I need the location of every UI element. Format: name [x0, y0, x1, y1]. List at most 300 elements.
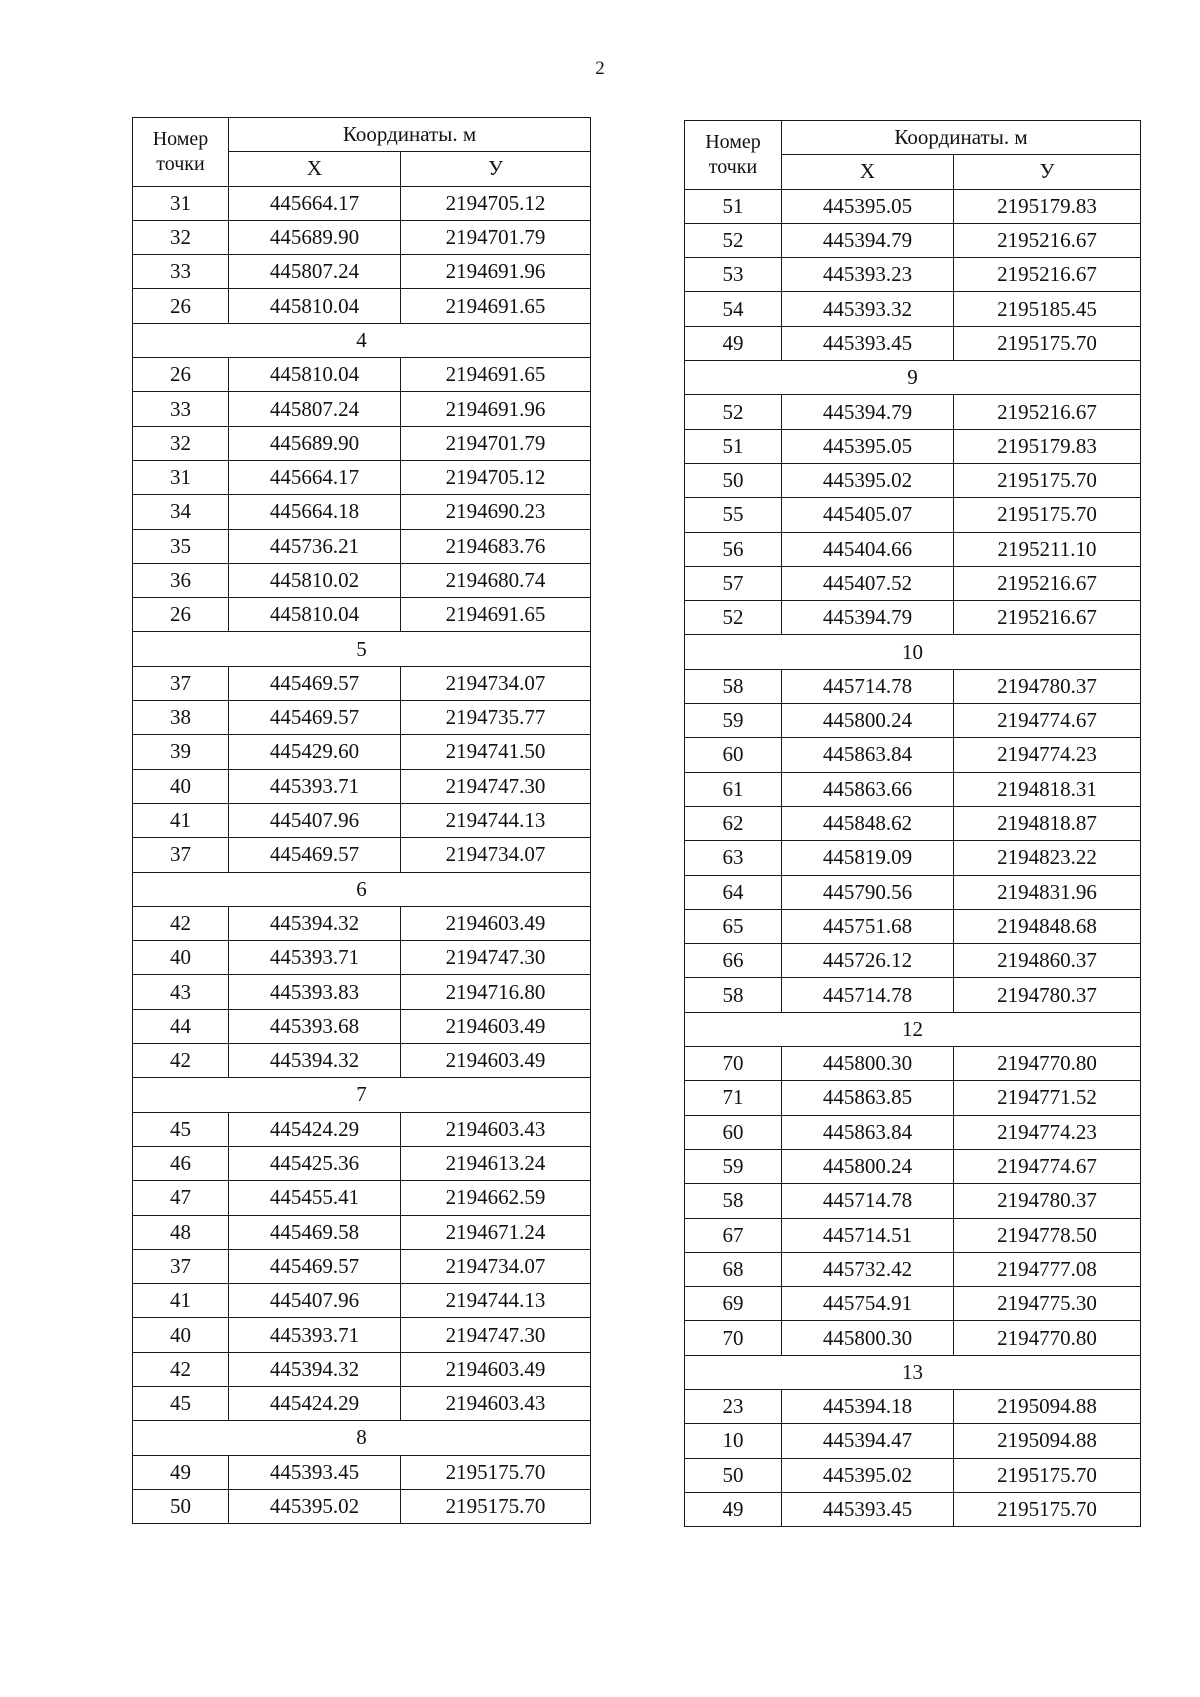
- y-coordinate-cell: 2194691.65: [401, 358, 591, 392]
- x-coordinate-cell: 445754.91: [782, 1287, 954, 1321]
- point-number-cell: 37: [133, 1249, 229, 1283]
- x-coordinate-cell: 445714.78: [782, 978, 954, 1012]
- y-coordinate-cell: 2194774.67: [954, 704, 1141, 738]
- x-coordinate-cell: 445800.30: [782, 1047, 954, 1081]
- y-coordinate-cell: 2194744.13: [401, 803, 591, 837]
- x-coordinate-cell: 445425.36: [229, 1146, 401, 1180]
- table-row: [685, 1047, 1141, 1081]
- y-coordinate-cell: 2194691.65: [401, 289, 591, 323]
- x-coordinate-cell: 445469.57: [229, 1249, 401, 1283]
- x-coordinate-cell: 445394.79: [782, 223, 954, 257]
- y-coordinate-cell: 2194774.23: [954, 738, 1141, 772]
- point-number-cell: 26: [133, 358, 229, 392]
- table-row: [133, 735, 591, 769]
- table-row: [685, 258, 1141, 292]
- group-row: [133, 1078, 591, 1112]
- y-coordinate-cell: 2195216.67: [954, 566, 1141, 600]
- y-coordinate-cell: 2194701.79: [401, 426, 591, 460]
- y-coordinate-cell: 2194848.68: [954, 909, 1141, 943]
- point-number-cell: 50: [685, 463, 782, 497]
- point-number-cell: 67: [685, 1218, 782, 1252]
- table-row: [133, 598, 591, 632]
- point-number-cell: 38: [133, 701, 229, 735]
- point-number-cell: 52: [685, 601, 782, 635]
- y-coordinate-cell: 2194603.49: [401, 1009, 591, 1043]
- point-number-cell: 26: [133, 598, 229, 632]
- y-coordinate-cell: 2194778.50: [954, 1218, 1141, 1252]
- y-coordinate-cell: 2194823.22: [954, 841, 1141, 875]
- table-row: [133, 495, 591, 529]
- group-number: 12: [685, 1012, 1141, 1046]
- y-coordinate-cell: 2194690.23: [401, 495, 591, 529]
- table-row: [133, 906, 591, 940]
- point-number-cell: 51: [685, 189, 782, 223]
- coordinates-header: Координаты. м: [229, 118, 591, 152]
- x-coordinate-cell: 445848.62: [782, 806, 954, 840]
- table-row: [685, 292, 1141, 326]
- group-row: [133, 1421, 591, 1455]
- group-number: 9: [685, 361, 1141, 395]
- x-coordinate-cell: 445407.96: [229, 1284, 401, 1318]
- x-coordinate-cell: 445863.84: [782, 1115, 954, 1149]
- x-coordinate-cell: 445810.04: [229, 598, 401, 632]
- x-coordinate-cell: 445469.57: [229, 701, 401, 735]
- y-coordinate-cell: 2195094.88: [954, 1389, 1141, 1423]
- page-number: 2: [595, 58, 605, 79]
- table-row: [685, 395, 1141, 429]
- table-row: [685, 223, 1141, 257]
- point-number-cell: 47: [133, 1181, 229, 1215]
- table-row: [685, 429, 1141, 463]
- y-coordinate-cell: 2194735.77: [401, 701, 591, 735]
- table-row: [685, 1492, 1141, 1526]
- x-coordinate-cell: 445469.57: [229, 838, 401, 872]
- table-row: [685, 1321, 1141, 1355]
- y-coordinate-cell: 2194770.80: [954, 1321, 1141, 1355]
- x-coordinate-cell: 445664.18: [229, 495, 401, 529]
- y-coordinate-cell: 2194671.24: [401, 1215, 591, 1249]
- point-number-cell: 70: [685, 1321, 782, 1355]
- table-row: [133, 1352, 591, 1386]
- y-coordinate-cell: 2194613.24: [401, 1146, 591, 1180]
- point-number-cell: 57: [685, 566, 782, 600]
- x-coordinate-cell: 445393.32: [782, 292, 954, 326]
- y-coordinate-cell: 2194777.08: [954, 1252, 1141, 1286]
- table-row: [685, 1149, 1141, 1183]
- x-coordinate-cell: 445800.24: [782, 704, 954, 738]
- point-number-cell: 41: [133, 803, 229, 837]
- y-coordinate-cell: 2195175.70: [401, 1489, 591, 1523]
- x-header: Х: [782, 155, 954, 189]
- table-row: [685, 566, 1141, 600]
- y-coordinate-cell: 2195175.70: [954, 1492, 1141, 1526]
- y-coordinate-cell: 2195179.83: [954, 189, 1141, 223]
- table-row: [133, 255, 591, 289]
- x-coordinate-cell: 445395.05: [782, 189, 954, 223]
- x-coordinate-cell: 445732.42: [782, 1252, 954, 1286]
- point-number-header-line2: точки: [156, 152, 205, 175]
- x-coordinate-cell: 445395.02: [229, 1489, 401, 1523]
- y-coordinate-cell: 2195216.67: [954, 258, 1141, 292]
- x-coordinate-cell: 445800.30: [782, 1321, 954, 1355]
- table-row: [685, 772, 1141, 806]
- x-coordinate-cell: 445393.71: [229, 1318, 401, 1352]
- x-coordinate-cell: 445394.79: [782, 395, 954, 429]
- group-number: 5: [133, 632, 591, 666]
- x-coordinate-cell: 445689.90: [229, 426, 401, 460]
- x-coordinate-cell: 445810.02: [229, 563, 401, 597]
- y-coordinate-cell: 2194603.43: [401, 1386, 591, 1420]
- y-coordinate-cell: 2195175.70: [401, 1455, 591, 1489]
- table-row: [133, 975, 591, 1009]
- y-coordinate-cell: 2195216.67: [954, 223, 1141, 257]
- y-coordinate-cell: 2194771.52: [954, 1081, 1141, 1115]
- x-coordinate-cell: 445807.24: [229, 392, 401, 426]
- point-number-cell: 33: [133, 255, 229, 289]
- y-coordinate-cell: 2195216.67: [954, 601, 1141, 635]
- point-number-cell: 32: [133, 426, 229, 460]
- point-number-cell: 56: [685, 532, 782, 566]
- table-row: [133, 289, 591, 323]
- y-coordinate-cell: 2194716.80: [401, 975, 591, 1009]
- y-header: У: [954, 155, 1141, 189]
- point-number-cell: 37: [133, 666, 229, 700]
- point-number-cell: 55: [685, 498, 782, 532]
- point-number-cell: 37: [133, 838, 229, 872]
- group-row: [133, 323, 591, 357]
- x-coordinate-cell: 445664.17: [229, 460, 401, 494]
- x-coordinate-cell: 445726.12: [782, 944, 954, 978]
- y-coordinate-cell: 2194603.49: [401, 1044, 591, 1078]
- y-coordinate-cell: 2194860.37: [954, 944, 1141, 978]
- x-coordinate-cell: 445714.78: [782, 1184, 954, 1218]
- table-row: [133, 460, 591, 494]
- point-number-cell: 70: [685, 1047, 782, 1081]
- point-number-cell: 68: [685, 1252, 782, 1286]
- x-coordinate-cell: 445395.02: [782, 1458, 954, 1492]
- table-row: [133, 358, 591, 392]
- point-number-header-line1: Номер: [705, 130, 761, 153]
- point-number-cell: 44: [133, 1009, 229, 1043]
- point-number-cell: 46: [133, 1146, 229, 1180]
- y-coordinate-cell: 2194744.13: [401, 1284, 591, 1318]
- table-row: [685, 841, 1141, 875]
- y-coordinate-cell: 2194705.12: [401, 186, 591, 220]
- point-number-cell: 58: [685, 978, 782, 1012]
- y-coordinate-cell: 2194662.59: [401, 1181, 591, 1215]
- table-row: [133, 1386, 591, 1420]
- y-coordinate-cell: 2195179.83: [954, 429, 1141, 463]
- point-number-cell: 50: [685, 1458, 782, 1492]
- y-coordinate-cell: 2194691.96: [401, 255, 591, 289]
- group-number: 6: [133, 872, 591, 906]
- x-coordinate-cell: 445819.09: [782, 841, 954, 875]
- table-body: [133, 186, 591, 1524]
- table-row: [685, 498, 1141, 532]
- y-coordinate-cell: 2194603.43: [401, 1112, 591, 1146]
- table-row: [685, 1287, 1141, 1321]
- y-coordinate-cell: 2194774.67: [954, 1149, 1141, 1183]
- y-coordinate-cell: 2194818.31: [954, 772, 1141, 806]
- table-row: [685, 601, 1141, 635]
- x-coordinate-cell: 445405.07: [782, 498, 954, 532]
- x-coordinate-cell: 445863.66: [782, 772, 954, 806]
- table-row: [133, 1284, 591, 1318]
- x-coordinate-cell: 445455.41: [229, 1181, 401, 1215]
- point-number-cell: 31: [133, 460, 229, 494]
- table-row: [133, 701, 591, 735]
- y-coordinate-cell: 2194775.30: [954, 1287, 1141, 1321]
- table-row: [133, 426, 591, 460]
- table-row: [685, 944, 1141, 978]
- y-coordinate-cell: 2194780.37: [954, 978, 1141, 1012]
- x-coordinate-cell: 445393.45: [782, 1492, 954, 1526]
- x-coordinate-cell: 445863.85: [782, 1081, 954, 1115]
- y-coordinate-cell: 2194780.37: [954, 1184, 1141, 1218]
- group-row: [685, 635, 1141, 669]
- point-number-cell: 23: [685, 1389, 782, 1423]
- point-number-cell: 49: [133, 1455, 229, 1489]
- point-number-cell: 49: [685, 1492, 782, 1526]
- y-coordinate-cell: 2194705.12: [401, 460, 591, 494]
- table-row: [133, 1215, 591, 1249]
- point-number-cell: 51: [685, 429, 782, 463]
- x-coordinate-cell: 445394.18: [782, 1389, 954, 1423]
- point-number-cell: 40: [133, 769, 229, 803]
- x-coordinate-cell: 445424.29: [229, 1112, 401, 1146]
- point-number-cell: 53: [685, 258, 782, 292]
- point-number-cell: 36: [133, 563, 229, 597]
- point-number-cell: 50: [133, 1489, 229, 1523]
- point-number-cell: 34: [133, 495, 229, 529]
- group-number: 7: [133, 1078, 591, 1112]
- point-number-cell: 59: [685, 704, 782, 738]
- table-row: [685, 1389, 1141, 1423]
- table-row: [133, 1318, 591, 1352]
- table-row: [685, 738, 1141, 772]
- table-row: [685, 1252, 1141, 1286]
- y-coordinate-cell: 2194683.76: [401, 529, 591, 563]
- x-coordinate-cell: 445404.66: [782, 532, 954, 566]
- group-number: 10: [685, 635, 1141, 669]
- coordinates-table-right: [684, 120, 1141, 1527]
- point-number-cell: 42: [133, 1352, 229, 1386]
- point-number-cell: 43: [133, 975, 229, 1009]
- x-coordinate-cell: 445393.71: [229, 941, 401, 975]
- table-row: [133, 529, 591, 563]
- table-row: [133, 392, 591, 426]
- table-row: [685, 1184, 1141, 1218]
- y-coordinate-cell: 2195175.70: [954, 1458, 1141, 1492]
- table-row: [133, 1455, 591, 1489]
- point-number-header-line1: Номер: [152, 127, 209, 150]
- y-coordinate-cell: 2194747.30: [401, 1318, 591, 1352]
- point-number-cell: 52: [685, 223, 782, 257]
- group-number: 13: [685, 1355, 1141, 1389]
- x-coordinate-cell: 445714.51: [782, 1218, 954, 1252]
- group-row: [685, 1355, 1141, 1389]
- point-number-cell: 65: [685, 909, 782, 943]
- point-number-cell: 33: [133, 392, 229, 426]
- table-row: [685, 1218, 1141, 1252]
- table-row: [685, 704, 1141, 738]
- group-row: [685, 361, 1141, 395]
- point-number-cell: 69: [685, 1287, 782, 1321]
- table-row: [685, 1424, 1141, 1458]
- table-row: [133, 838, 591, 872]
- coordinates-table-left: [132, 117, 591, 1524]
- table-row: [685, 1115, 1141, 1149]
- point-number-cell: 35: [133, 529, 229, 563]
- y-coordinate-cell: 2195185.45: [954, 292, 1141, 326]
- y-header: У: [401, 152, 591, 186]
- y-coordinate-cell: 2194818.87: [954, 806, 1141, 840]
- x-coordinate-cell: 445810.04: [229, 358, 401, 392]
- x-coordinate-cell: 445394.32: [229, 906, 401, 940]
- group-row: [133, 632, 591, 666]
- table-row: [133, 666, 591, 700]
- table-row: [685, 978, 1141, 1012]
- table-body: [685, 189, 1141, 1527]
- point-number-cell: 64: [685, 875, 782, 909]
- table-row: [685, 463, 1141, 497]
- y-coordinate-cell: 2194741.50: [401, 735, 591, 769]
- table-row: [685, 326, 1141, 360]
- point-number-cell: 54: [685, 292, 782, 326]
- point-number-cell: 52: [685, 395, 782, 429]
- x-coordinate-cell: 445393.71: [229, 769, 401, 803]
- x-coordinate-cell: 445469.58: [229, 1215, 401, 1249]
- y-coordinate-cell: 2194774.23: [954, 1115, 1141, 1149]
- group-number: 8: [133, 1421, 591, 1455]
- x-coordinate-cell: 445424.29: [229, 1386, 401, 1420]
- table-row: [133, 186, 591, 220]
- point-number-cell: 40: [133, 1318, 229, 1352]
- x-coordinate-cell: 445800.24: [782, 1149, 954, 1183]
- x-coordinate-cell: 445810.04: [229, 289, 401, 323]
- table-row: [685, 806, 1141, 840]
- table-row: [133, 769, 591, 803]
- x-coordinate-cell: 445393.45: [229, 1455, 401, 1489]
- x-coordinate-cell: 445393.45: [782, 326, 954, 360]
- y-coordinate-cell: 2194701.79: [401, 220, 591, 254]
- point-number-cell: 32: [133, 220, 229, 254]
- y-coordinate-cell: 2195175.70: [954, 326, 1141, 360]
- y-coordinate-cell: 2194831.96: [954, 875, 1141, 909]
- point-number-header-line2: точки: [708, 155, 758, 178]
- table-row: [685, 909, 1141, 943]
- x-coordinate-cell: 445863.84: [782, 738, 954, 772]
- x-coordinate-cell: 445429.60: [229, 735, 401, 769]
- x-coordinate-cell: 445394.32: [229, 1352, 401, 1386]
- group-row: [685, 1012, 1141, 1046]
- y-coordinate-cell: 2194747.30: [401, 941, 591, 975]
- x-coordinate-cell: 445394.79: [782, 601, 954, 635]
- y-coordinate-cell: 2195094.88: [954, 1424, 1141, 1458]
- point-number-cell: 10: [685, 1424, 782, 1458]
- x-coordinate-cell: 445407.52: [782, 566, 954, 600]
- group-number: 4: [133, 323, 591, 357]
- x-coordinate-cell: 445790.56: [782, 875, 954, 909]
- table-row: [133, 1009, 591, 1043]
- x-header: Х: [229, 152, 401, 186]
- point-number-cell: 58: [685, 669, 782, 703]
- table-row: [133, 1146, 591, 1180]
- point-number-header: [133, 118, 229, 187]
- table-row: [133, 803, 591, 837]
- x-coordinate-cell: 445751.68: [782, 909, 954, 943]
- coordinates-header: Координаты. м: [782, 121, 1141, 155]
- table-row: [133, 1181, 591, 1215]
- point-number-cell: 49: [685, 326, 782, 360]
- point-number-cell: 41: [133, 1284, 229, 1318]
- y-coordinate-cell: 2194770.80: [954, 1047, 1141, 1081]
- point-number-cell: 48: [133, 1215, 229, 1249]
- table-row: [133, 1044, 591, 1078]
- table-row: [685, 669, 1141, 703]
- table-row: [685, 189, 1141, 223]
- x-coordinate-cell: 445393.68: [229, 1009, 401, 1043]
- point-number-cell: 60: [685, 1115, 782, 1149]
- point-number-cell: 45: [133, 1386, 229, 1420]
- table-row: [133, 1112, 591, 1146]
- point-number-header: [685, 121, 782, 190]
- y-coordinate-cell: 2194734.07: [401, 666, 591, 700]
- x-coordinate-cell: 445689.90: [229, 220, 401, 254]
- x-coordinate-cell: 445807.24: [229, 255, 401, 289]
- point-number-cell: 42: [133, 1044, 229, 1078]
- table-row: [133, 563, 591, 597]
- y-coordinate-cell: 2194780.37: [954, 669, 1141, 703]
- x-coordinate-cell: 445395.02: [782, 463, 954, 497]
- point-number-cell: 60: [685, 738, 782, 772]
- table-row: [133, 220, 591, 254]
- y-coordinate-cell: 2194734.07: [401, 1249, 591, 1283]
- y-coordinate-cell: 2195175.70: [954, 498, 1141, 532]
- table-row: [685, 1081, 1141, 1115]
- x-coordinate-cell: 445393.83: [229, 975, 401, 1009]
- point-number-cell: 66: [685, 944, 782, 978]
- y-coordinate-cell: 2194680.74: [401, 563, 591, 597]
- table-row: [133, 1489, 591, 1523]
- x-coordinate-cell: 445664.17: [229, 186, 401, 220]
- point-number-cell: 58: [685, 1184, 782, 1218]
- group-row: [133, 872, 591, 906]
- x-coordinate-cell: 445714.78: [782, 669, 954, 703]
- point-number-cell: 42: [133, 906, 229, 940]
- table-row: [685, 1458, 1141, 1492]
- y-coordinate-cell: 2194691.96: [401, 392, 591, 426]
- table-row: [685, 875, 1141, 909]
- point-number-cell: 40: [133, 941, 229, 975]
- x-coordinate-cell: 445407.96: [229, 803, 401, 837]
- table-row: [133, 1249, 591, 1283]
- point-number-cell: 61: [685, 772, 782, 806]
- y-coordinate-cell: 2194603.49: [401, 1352, 591, 1386]
- point-number-cell: 59: [685, 1149, 782, 1183]
- x-coordinate-cell: 445395.05: [782, 429, 954, 463]
- point-number-cell: 39: [133, 735, 229, 769]
- y-coordinate-cell: 2194603.49: [401, 906, 591, 940]
- point-number-cell: 71: [685, 1081, 782, 1115]
- x-coordinate-cell: 445394.32: [229, 1044, 401, 1078]
- x-coordinate-cell: 445736.21: [229, 529, 401, 563]
- point-number-cell: 63: [685, 841, 782, 875]
- point-number-cell: 62: [685, 806, 782, 840]
- point-number-cell: 26: [133, 289, 229, 323]
- y-coordinate-cell: 2195211.10: [954, 532, 1141, 566]
- x-coordinate-cell: 445393.23: [782, 258, 954, 292]
